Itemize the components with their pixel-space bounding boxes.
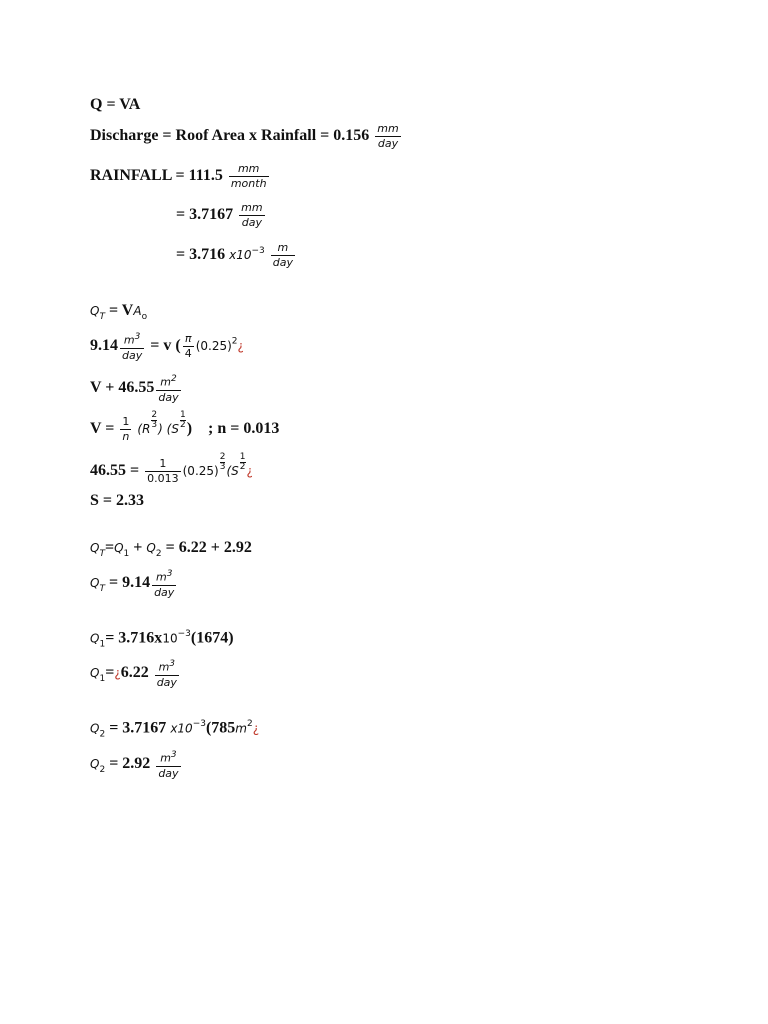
unknown-char-mark: ¿: [252, 721, 260, 736]
fraction-m3-per-day: $\frac{m^3}{\text{day}}$: [122, 332, 143, 362]
unknown-char-mark: ¿: [114, 666, 121, 680]
line-qt-result: $Q_T = 9.14$ $\frac{m^3}{\text{day}}$: [90, 569, 175, 599]
exponent-1-2: $\frac{1}{2}$: [239, 452, 246, 472]
fraction-m2-per-day: $\frac{m^2}{\text{day}}$: [158, 374, 179, 404]
exponent-2-3: $\frac{2}{3}$: [151, 410, 158, 430]
line-q2-result: $Q_2 = 2.92$ $\frac{m^3}{\text{day}}$: [90, 750, 179, 780]
line-qt-equals-va: $Q_T = VA_o$: [90, 302, 148, 323]
line-q2-equation: $Q_2 = 3.7167$ $x10^{-3}(785m^2¿$: [90, 719, 260, 740]
fraction-1-over-0-013: $\frac{1}{0.013}$: [147, 456, 179, 485]
fraction-mm-per-day: $\frac{mm}{\text{day}}$: [377, 122, 399, 150]
unknown-char-mark: ¿: [237, 339, 244, 353]
unknown-char-mark: ¿: [246, 464, 253, 478]
line-q-equals-va: Q = VA: [90, 96, 141, 113]
fraction-pi-over-4: $\frac{\pi}{4}$: [184, 331, 192, 360]
fraction-m-per-day: $\frac{m}{\text{day}}$: [272, 241, 294, 269]
line-rainfall-daily: = 3.7167 $\frac{mm}{\text{day}}$: [176, 201, 263, 229]
line-s-equals: S = 2.33: [90, 492, 145, 509]
line-q1-result: $Q_1=¿6.22$ $\frac{m^3}{\text{day}}$: [90, 659, 177, 689]
exponent-2-3: $\frac{2}{3}$: [219, 452, 226, 472]
line-qt-sum: $Q_T=Q_1 + Q_2 = 6.22 + 2.92$: [90, 539, 252, 560]
line-rainfall-meters: = 3.716 $x10^{-3}$ $\frac{m}{\text{day}}$: [176, 241, 294, 269]
line-v-plus-46-55: V + 46.55 $\frac{m^2}{\text{day}}$: [90, 374, 179, 404]
fraction-m3-per-day: $\frac{m^3}{\text{day}}$: [154, 569, 175, 599]
fraction-1-over-n: $\frac{1}{n}$: [122, 414, 130, 443]
exponent-1-2: $\frac{1}{2}$: [179, 410, 186, 430]
line-manning-equation: V = $\frac{1}{n}$ (R $\frac{2}{3}$ ) (S $\frac{1}{2}$ ) ; n = 0.013: [90, 410, 280, 443]
line-discharge: Discharge = Roof Area x Rainfall = 0.156 $\frac{mm}{\text{day}}$: [90, 122, 399, 150]
fraction-m3-per-day: $\frac{m^3}{\text{day}}$: [156, 659, 177, 689]
line-q1-equation: $Q_1= 3.716x10^{-3}(1674)$: [90, 629, 234, 650]
line-9-14-equation: 9.14 $\frac{m^3}{\text{day}}$ = v ( $\frac{\pi}{4}$ $(0.25)^2¿$: [90, 331, 244, 362]
fraction-mm-per-day: $\frac{mm}{\text{day}}$: [241, 201, 263, 229]
fraction-mm-per-month: $\frac{mm}{\text{month}}$: [230, 162, 267, 190]
line-46-55-equation: 46.55 = $\frac{1}{0.013}$ (0.25) $\frac{2}{3}$ (S $\frac{1}{2}$ ¿: [90, 452, 253, 485]
line-rainfall: RAINFALL = 111.5 $\frac{mm}{\text{month}}$: [90, 162, 267, 190]
fraction-m3-per-day: $\frac{m^3}{\text{day}}$: [158, 750, 179, 780]
